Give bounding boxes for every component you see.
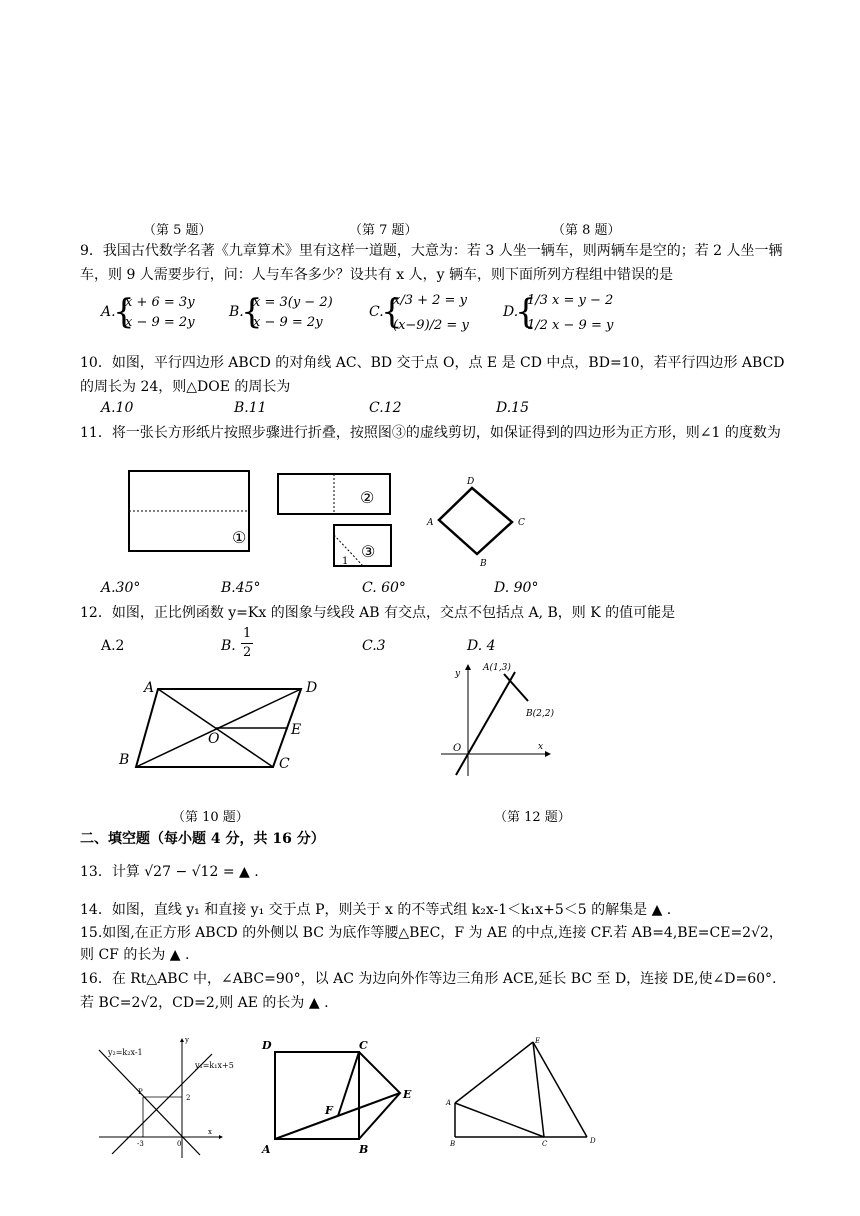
svg-text:B: B (450, 1140, 456, 1148)
option-11b: B.45° (221, 580, 261, 596)
question-16-line1: 16．在 Rt△ABC 中，∠ABC=90°，以 AC 为边向外作等边三角形 ACE,延长 BC 至 D，连接 DE,使∠D=60°. (80, 971, 777, 987)
svg-text:A(1,3): A(1,3) (483, 663, 511, 673)
svg-text:D: D (467, 477, 475, 487)
option-9d: D. { 1/3 x = y − 2 1/2 x − 9 = y (503, 292, 614, 333)
question-9: 9．我国古代数学名著《九章算术》里有这样一道题，大意为：若 3 人坐一辆车，则两辆车是空的；若 2 人坐一辆车，则 9 人需要步行，问：人与车各多少？设共有 x 人，y 辆车，则下面所列方程组中错误的是 (80, 243, 783, 283)
svg-text:C: C (542, 1140, 548, 1148)
option-12c: C.3 (362, 638, 386, 654)
question-15-line2: 则 CF 的长为 ▲ . (80, 947, 190, 963)
question-15-line1: 15.如图,在正方形 ABCD 的外侧以 BC 为底作等腰△BEC，F 为 AE 的中点,连接 CF.若 AB=4,BE=CE=2√2， (80, 925, 783, 941)
question-14: 14．如图，直线 y₁ 和直接 y₁ 交于点 P，则关于 x 的不等式组 k₂x-1＜k₁x+5＜5 的解集是 ▲ . (80, 902, 672, 918)
caption-q8: （第 8 题） (552, 223, 621, 238)
svg-text:B: B (119, 752, 130, 768)
svg-text:D: D (262, 1039, 272, 1052)
svg-text:P: P (138, 1088, 143, 1096)
svg-text:D: D (590, 1137, 596, 1145)
question-16-line2: 若 BC=2√2，CD=2,则 AE 的长为 ▲ . (80, 995, 329, 1011)
option-12b: B. 1 2 (221, 626, 252, 660)
svg-text:B: B (480, 559, 487, 569)
caption-q7: （第 7 题） (349, 223, 418, 238)
svg-text:y₂=k₂x-1: y₂=k₂x-1 (108, 1048, 143, 1057)
option-9a: A. { x + 6 = 3y x − 9 = 2y (101, 292, 195, 332)
svg-text:C: C (279, 756, 290, 772)
svg-text:A: A (144, 680, 155, 696)
svg-text:A: A (262, 1143, 271, 1156)
option-11c: C. 60° (362, 580, 406, 596)
svg-text:0: 0 (177, 1140, 182, 1148)
svg-text:E: E (403, 1088, 412, 1101)
svg-text:A: A (446, 1099, 452, 1107)
svg-text:y₁=k₁x+5: y₁=k₁x+5 (195, 1061, 234, 1070)
figure-11-square (424, 474, 534, 569)
svg-text:B(2,2): B(2,2) (526, 709, 554, 719)
figure-11-folding (120, 465, 420, 575)
caption-q12: （第 12 题） (494, 810, 571, 825)
question-12: 12．如图，正比例函数 y=Kx 的图象与线段 AB 有交点，交点不包括点 A, B，则 K 的值可能是 (80, 605, 676, 621)
section-2-title: 二、填空题（每小题 4 分，共 16 分） (80, 831, 325, 847)
option-12d: D. 4 (467, 638, 496, 654)
svg-text:2: 2 (186, 1094, 191, 1102)
figure-15-square (255, 1035, 420, 1165)
caption-q5: （第 5 题） (143, 223, 212, 238)
option-11a: A.30° (101, 580, 141, 596)
option-10c: C.12 (369, 400, 402, 416)
svg-text:B: B (359, 1143, 369, 1156)
svg-text:A: A (427, 518, 434, 528)
svg-text:D: D (306, 680, 318, 696)
svg-text:C: C (359, 1039, 368, 1052)
option-12a: A.2 (101, 638, 125, 654)
option-11d: D. 90° (494, 580, 539, 596)
option-10b: B.11 (234, 400, 267, 416)
svg-text:E: E (535, 1037, 541, 1045)
option-10a: A.10 (101, 400, 134, 416)
question-13: 13．计算 √27 − √12 = ▲ . (80, 864, 259, 880)
svg-text:E: E (291, 722, 302, 738)
figure-14-graph (94, 1036, 244, 1166)
option-10d: D.15 (496, 400, 529, 416)
svg-text:y: y (455, 669, 461, 679)
option-9b: B. { x = 3(y − 2) x − 9 = 2y (229, 292, 333, 332)
svg-text:y: y (185, 1036, 189, 1044)
figure-10-parallelogram (110, 676, 330, 776)
fig11-circle2: ② (360, 488, 375, 507)
svg-text:x: x (538, 742, 544, 752)
question-11: 11．将一张长方形纸片按照步骤进行折叠，按照图③的虚线剪切，如保证得到的四边形为正方形，则∠1 的度数为 (80, 425, 781, 441)
svg-text:-3: -3 (137, 1140, 144, 1148)
svg-text:O: O (208, 731, 220, 747)
figure-12-graph (425, 658, 565, 788)
fig11-circle1: ① (232, 528, 247, 547)
caption-q10: （第 10 题） (172, 810, 249, 825)
question-10: 10．如图，平行四边形 ABCD 的对角线 AC、BD 交于点 O，点 E 是 CD 中点，BD=10，若平行四边形 ABCD 的周长为 24，则△DOE 的周长为 (80, 355, 785, 395)
figure-16-triangles (440, 1035, 610, 1150)
fig11-circle3: ③ (361, 542, 376, 561)
option-9c: C. { x/3 + 2 = y (x−9)/2 = y (369, 292, 469, 333)
svg-text:F: F (325, 1104, 333, 1117)
svg-text:x: x (208, 1128, 212, 1136)
svg-text:O: O (453, 743, 462, 754)
svg-text:1: 1 (342, 556, 349, 567)
svg-text:C: C (518, 518, 525, 528)
